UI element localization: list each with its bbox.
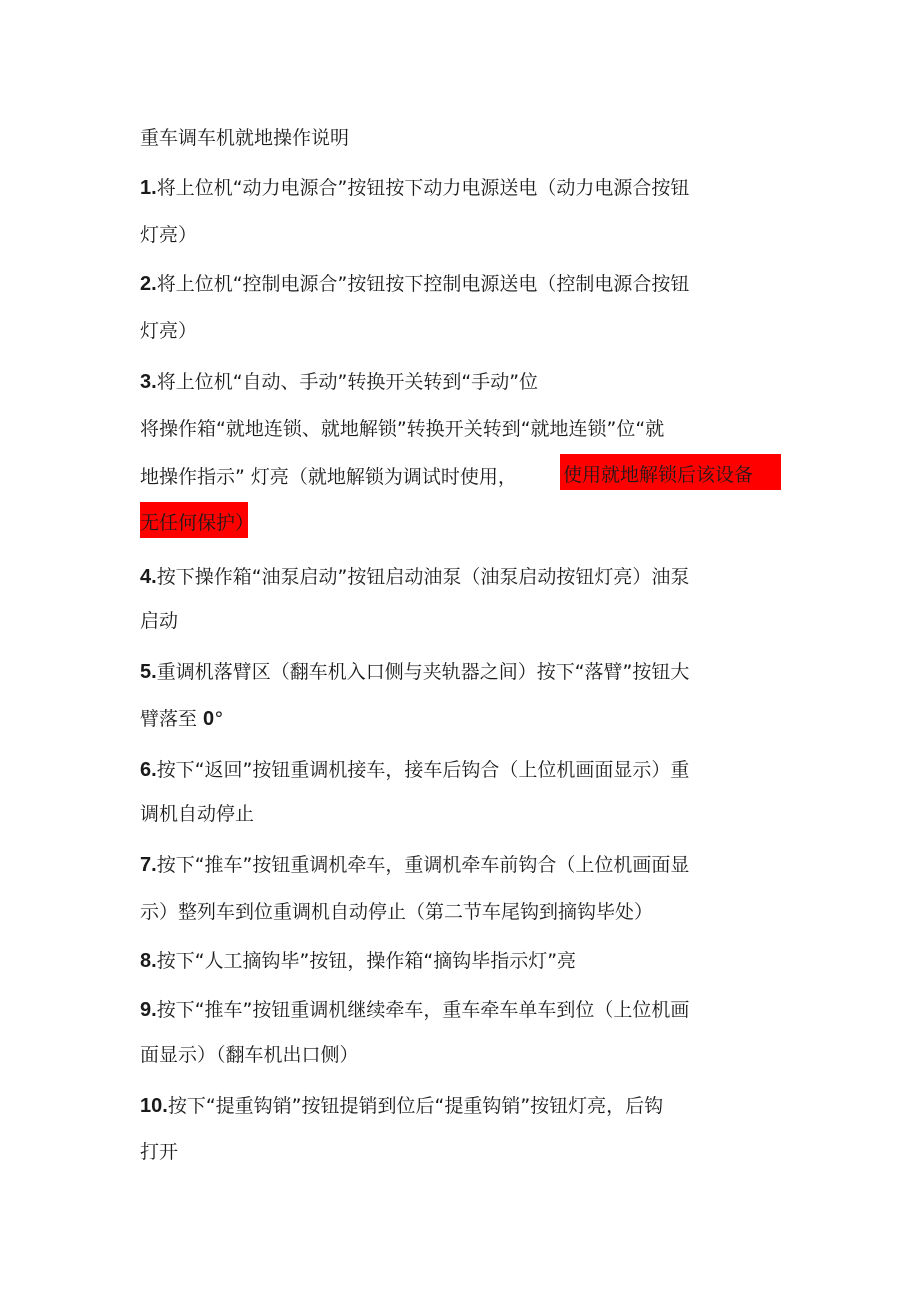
step-2-line-1 bbox=[140, 270, 689, 298]
step-number: 1. bbox=[140, 177, 157, 199]
interlock-paragraph-line-2: 地操作指示” 灯亮（就地解锁为调试时使用， bbox=[140, 466, 517, 488]
step-number: 5. bbox=[140, 661, 157, 683]
step-number: 7. bbox=[140, 854, 157, 876]
step-1-line-1 bbox=[140, 174, 689, 202]
step-text: 按下“提重钩销”按钮提销到位后“提重钩销”按钮灯亮，后钩 bbox=[167, 1095, 664, 1117]
step-text: 按下“推车”按钮重调机继续牵车，重车牵车单车到位（上位机画 bbox=[156, 999, 690, 1021]
step-text: 按下“推车”按钮重调机牵车，重调机牵车前钩合（上位机画面显 bbox=[156, 854, 690, 876]
step-number: 4. bbox=[140, 566, 157, 588]
step-6-line-1 bbox=[140, 756, 689, 784]
interlock-paragraph-line-1: 将操作箱“就地连锁、就地解锁”转换开关转到“就地连锁”位“就 bbox=[140, 418, 665, 440]
step-number: 2. bbox=[140, 273, 157, 295]
degree-unit: ° bbox=[214, 708, 224, 730]
step-text: 将上位机“控制电源合”按钮按下控制电源送电（控制电源合按钮 bbox=[156, 273, 690, 295]
angle-value: 0 bbox=[203, 708, 215, 730]
step-text: 臂落至 bbox=[140, 708, 204, 730]
step-9-line-1 bbox=[140, 996, 689, 1024]
step-10-line-1 bbox=[140, 1092, 663, 1120]
step-5-line-2 bbox=[140, 705, 224, 733]
step-3-line-1 bbox=[140, 368, 538, 396]
step-9-line-2: 面显示）（翻车机出口侧） bbox=[140, 1044, 359, 1066]
step-number: 3. bbox=[140, 371, 157, 393]
step-number: 8. bbox=[140, 950, 157, 972]
step-number: 6. bbox=[140, 759, 157, 781]
step-text: 将上位机“自动、手动”转换开关转到“手动”位 bbox=[156, 371, 539, 393]
warning-text-1: 使用就地解锁后该设备 bbox=[563, 464, 754, 486]
step-number: 10. bbox=[140, 1095, 168, 1117]
step-2-line-2: 灯亮） bbox=[140, 320, 198, 342]
step-7-line-2: 示）整列车到位重调机自动停止（第二节车尾钩到摘钩毕处） bbox=[140, 901, 654, 923]
document-title: 重车调车机就地操作说明 bbox=[140, 127, 350, 149]
step-text: 按下“返回”按钮重调机接车，接车后钩合（上位机画面显示）重 bbox=[156, 759, 690, 781]
warning-text-2: 无任何保护） bbox=[140, 512, 255, 534]
step-6-line-2: 调机自动停止 bbox=[140, 803, 255, 825]
step-text: 按下操作箱“油泵启动”按钮启动油泵（油泵启动按钮灯亮）油泵 bbox=[156, 566, 690, 588]
step-number: 9. bbox=[140, 999, 157, 1021]
step-4-line-1 bbox=[140, 563, 689, 591]
step-7-line-1 bbox=[140, 851, 689, 879]
step-4-line-2: 启动 bbox=[140, 610, 179, 632]
step-text: 重调机落臂区（翻车机入口侧与夹轨器之间）按下“落臂”按钮大 bbox=[156, 661, 690, 683]
step-text: 将上位机“动力电源合”按钮按下动力电源送电（动力电源合按钮 bbox=[156, 177, 690, 199]
step-10-line-2: 打开 bbox=[140, 1141, 179, 1163]
step-1-line-2: 灯亮） bbox=[140, 224, 198, 246]
step-8-line-1 bbox=[140, 947, 576, 975]
step-text: 按下“人工摘钩毕”按钮，操作箱“摘钩毕指示灯”亮 bbox=[156, 950, 577, 972]
step-5-line-1 bbox=[140, 658, 689, 686]
